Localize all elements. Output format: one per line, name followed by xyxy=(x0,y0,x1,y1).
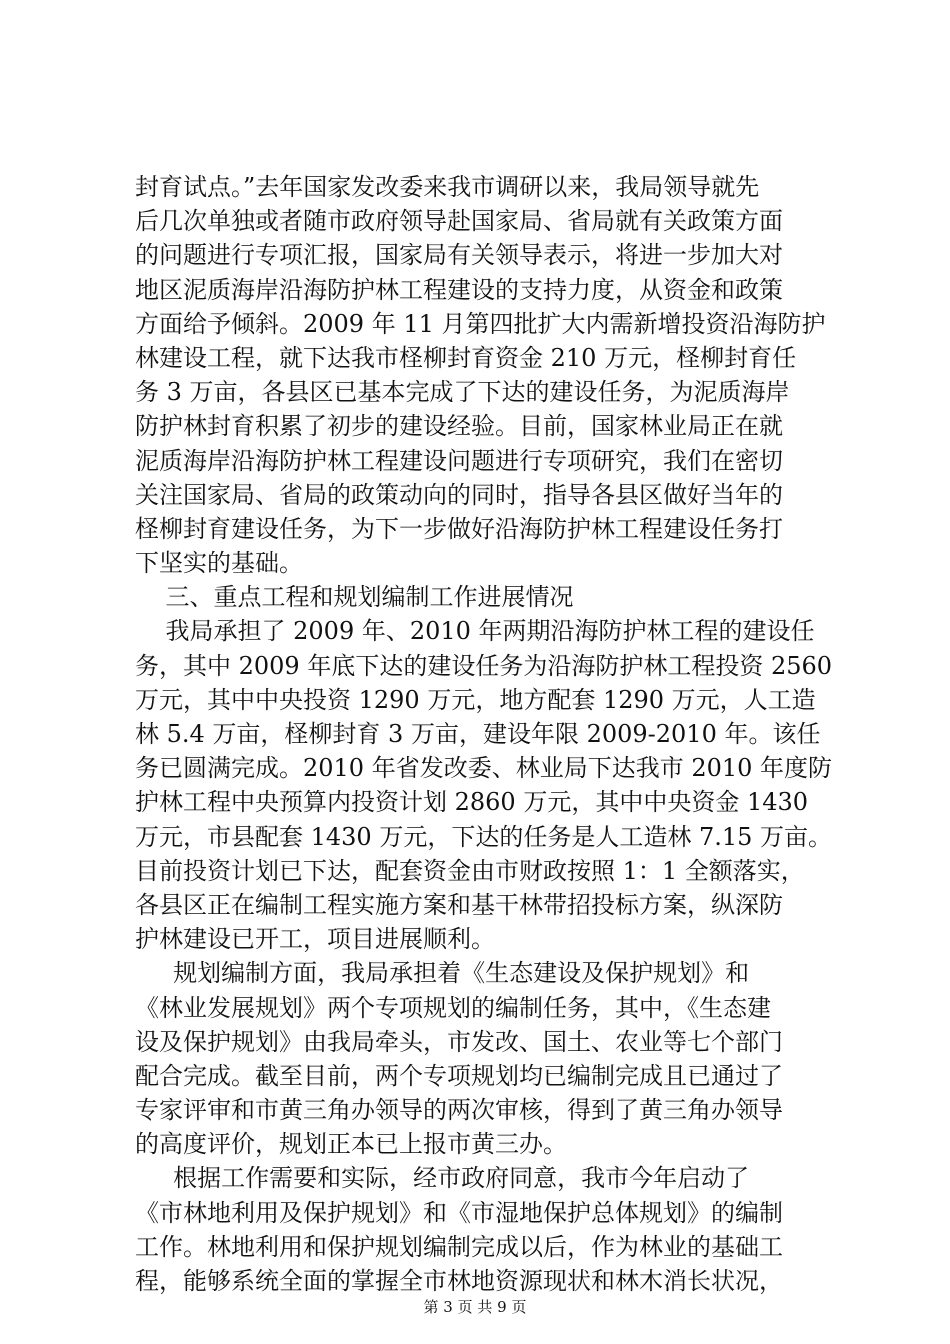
text-line: 泥质海岸沿海防护林工程建设问题进行专项研究，我们在密切 xyxy=(135,446,783,475)
text-line: 关注国家局、省局的政策动向的同时，指导各县区做好当年的 xyxy=(135,480,783,509)
text-line: 下坚实的基础。 xyxy=(135,549,303,578)
text-line: 护林工程中央预算内投资计划 2860 万元，其中中央资金 1430 xyxy=(135,788,809,817)
text-line: 林 5.4 万亩，柽柳封育 3 万亩，建设年限 2009-2010 年。该任 xyxy=(135,720,821,748)
text-line: 务已圆满完成。2010 年省发改委、林业局下达我市 2010 年度防 xyxy=(135,754,833,783)
text-line: 后几次单独或者随市政府领导赴国家局、省局就有关政策方面 xyxy=(135,207,783,236)
text-line: 我局承担了 2009 年、2010 年两期沿海防护林工程的建设任 xyxy=(135,617,815,646)
text-line: 柽柳封育建设任务，为下一步做好沿海防护林工程建设任务打 xyxy=(135,514,783,543)
text-line: 封育试点。”去年国家发改委来我市调研以来，我局领导就先 xyxy=(135,173,760,201)
text-line: 防护林封育积累了初步的建设经验。目前，国家林业局正在就 xyxy=(135,412,783,441)
section-heading: 三、重点工程和规划编制工作进展情况 xyxy=(135,583,574,612)
text-line: 配合完成。截至目前，两个专项规划均已编制完成且已通过了 xyxy=(135,1061,783,1090)
text-line: 方面给予倾斜。2009 年 11 月第四批扩大内需新增投资沿海防护 xyxy=(135,309,826,338)
text-line: 万元，其中中央投资 1290 万元，地方配套 1290 万元，人工造 xyxy=(135,685,816,714)
text-line: 规划编制方面，我局承担着《生态建设及保护规划》和 xyxy=(135,959,750,988)
text-line: 务，其中 2009 年底下达的建设任务为沿海防护林工程投资 2560 xyxy=(135,651,833,680)
text-line: 程，能够系统全面的掌握全市林地资源现状和林木消长状况， xyxy=(135,1267,783,1295)
text-line: 的高度评价，规划正本已上报市黄三办。 xyxy=(135,1130,567,1159)
text-line: 根据工作需要和实际，经市政府同意，我市今年启动了 xyxy=(135,1164,750,1193)
text-line: 设及保护规划》由我局牵头，市发改、国土、农业等七个部门 xyxy=(135,1027,783,1056)
text-line: 工作。林地利用和保护规划编制完成以后，作为林业的基础工 xyxy=(135,1232,783,1261)
text-line: 地区泥质海岸沿海防护林工程建设的支持力度，从资金和政策 xyxy=(135,275,783,304)
text-line: 林建设工程，就下达我市柽柳封育资金 210 万元，柽柳封育任 xyxy=(135,343,797,372)
text-line: 专家评审和市黄三角办领导的两次审核，得到了黄三角办领导 xyxy=(135,1096,783,1125)
text-line: 务 3 万亩，各县区已基本完成了下达的建设任务，为泥质海岸 xyxy=(135,378,790,407)
text-line: 护林建设已开工，项目进展顺利。 xyxy=(135,925,495,954)
page-number-footer: 第 3 页 共 9 页 xyxy=(423,1298,527,1316)
text-line: 《市林地利用及保护规划》和《市湿地保护总体规划》的编制 xyxy=(135,1198,783,1227)
text-line: 万元，市县配套 1430 万元，下达的任务是人工造林 7.15 万亩。 xyxy=(135,822,833,851)
text-line: 目前投资计划已下达，配套资金由市财政按照 1：1 全额落实， xyxy=(135,856,805,885)
body-text xyxy=(135,170,855,1298)
text-line: 各县区正在编制工程实施方案和基干林带招投标方案，纵深防 xyxy=(135,890,783,919)
text-line: 的问题进行专项汇报，国家局有关领导表示，将进一步加大对 xyxy=(135,241,783,270)
text-line: 《林业发展规划》两个专项规划的编制任务，其中，《生态建 xyxy=(135,993,771,1022)
